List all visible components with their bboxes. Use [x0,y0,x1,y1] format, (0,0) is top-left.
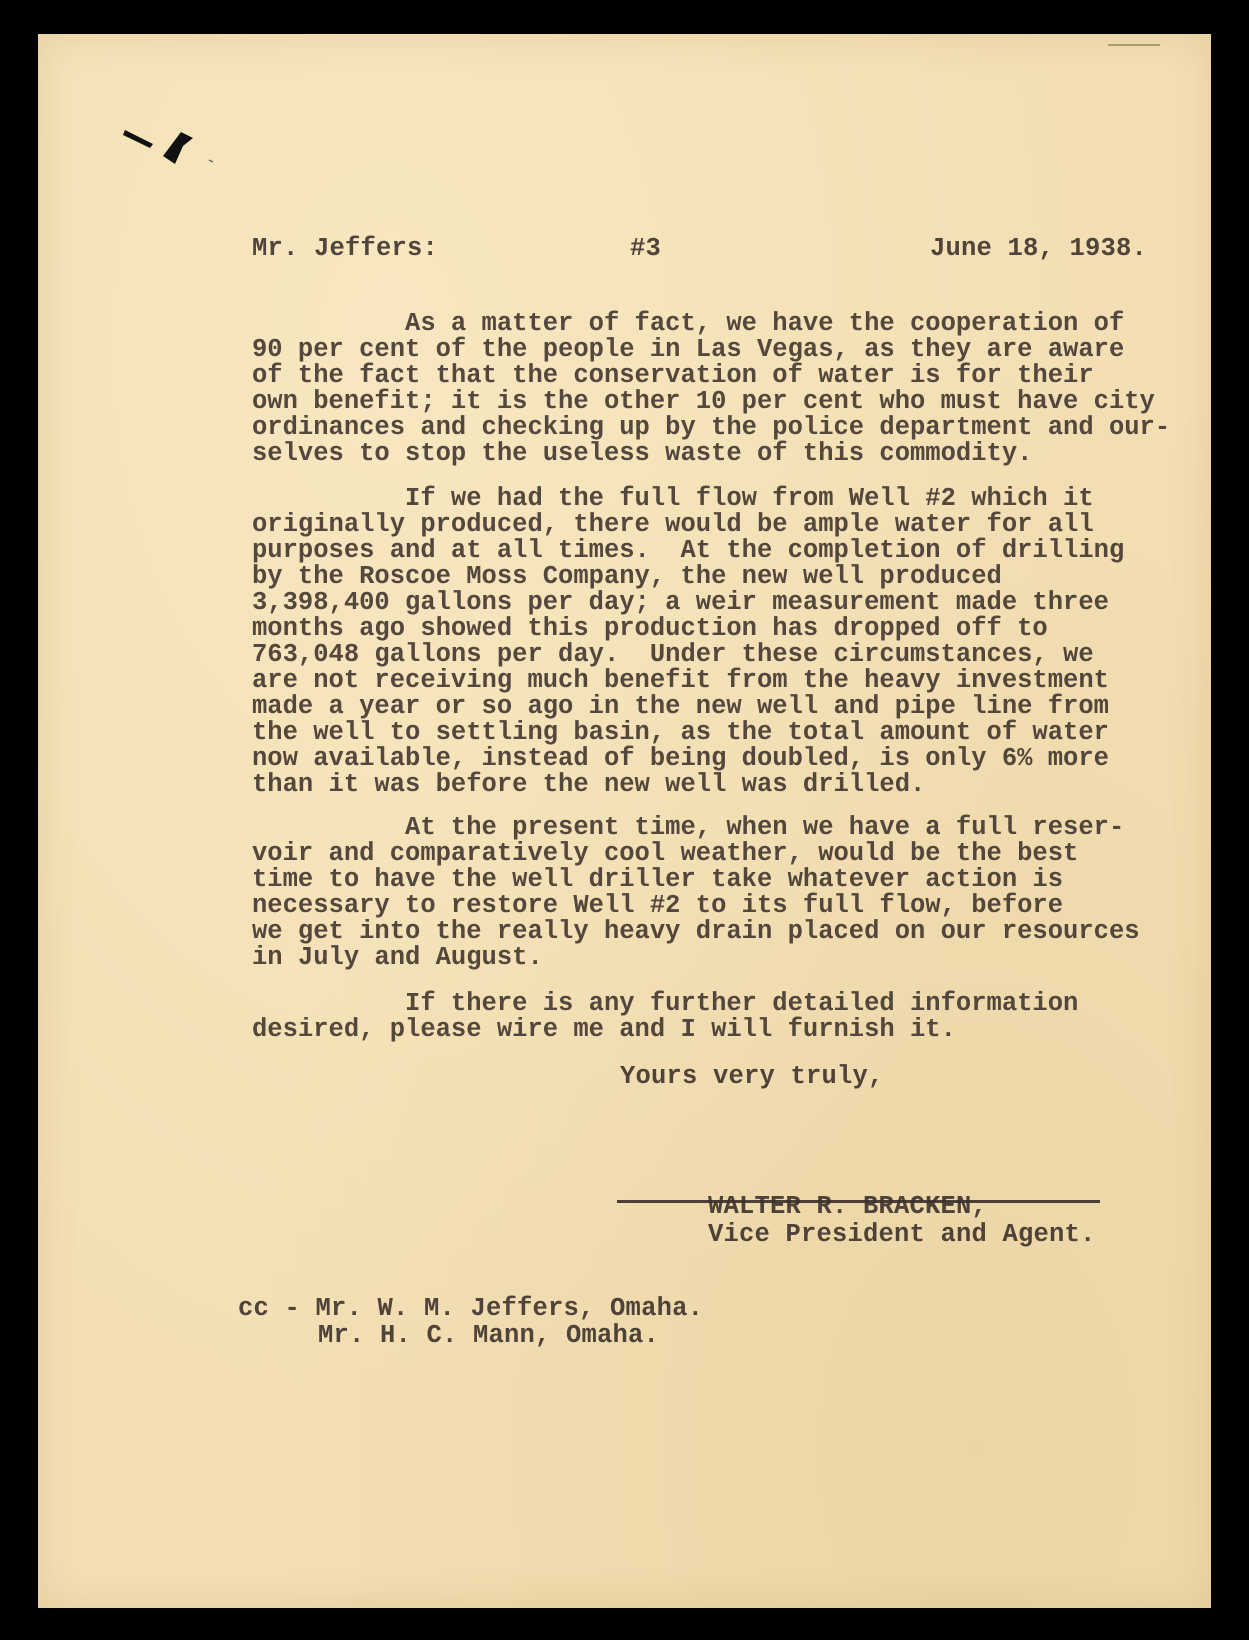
page-number: #3 [630,234,662,263]
closing-salutation: Yours very truly, [620,1062,884,1091]
corner-pencil-mark [123,126,233,176]
text-line: If there is any further detailed information [252,989,1079,1018]
edge-mark [1108,44,1160,46]
text-line: 90 per cent of the people in Las Vegas, as they are aware [252,335,1125,364]
signer-title: Vice President and Agent. [708,1220,1096,1249]
text-line: by the Roscoe Moss Company, the new well produced [252,562,1002,591]
text-line: If we had the full flow from Well #2 which it [252,484,1094,513]
paragraph-3 [252,815,1152,971]
text-line: 763,048 gallons per day. Under these circumstances, we [252,640,1094,669]
text-line: in July and August. [252,943,543,972]
text-line: than it was before the new well was drilled. [252,770,926,799]
text-line: purposes and at all times. At the completion of drilling [252,536,1125,565]
text-line: made a year or so ago in the new well and pipe line from [252,692,1109,721]
paragraph-1 [252,309,1171,468]
text-line: are not receiving much benefit from the heavy investment [252,666,1109,695]
text-line: selves to stop the useless waste of this commodity. [252,439,1033,468]
cc-line-1: cc - Mr. W. M. Jeffers, Omaha. [238,1294,704,1323]
addressee-line: Mr. Jeffers: [252,234,439,263]
letter-date: June 18, 1938. [930,234,1148,263]
text-line: At the present time, when we have a full reser- [252,813,1125,842]
text-line: originally produced, there would be ample water for all [252,510,1094,539]
text-line: necessary to restore Well #2 to its full flow, before [252,891,1064,920]
text-line: the well to settling basin, as the total amount of water [252,718,1109,747]
text-line: now available, instead of being doubled, is only 6% more [252,744,1109,773]
text-line: ordinances and checking up by the police department and our- [252,413,1171,442]
text-line: own benefit; it is the other 10 per cent who must have city [252,387,1155,416]
text-line: time to have the well driller take whatever action is [252,865,1064,894]
paragraph-4 [252,991,1152,1043]
text-line: desired, please wire me and I will furnish it. [252,1015,956,1044]
text-line: As a matter of fact, we have the cooperation of [252,309,1125,338]
cc-line-2: Mr. H. C. Mann, Omaha. [318,1321,660,1350]
text-line: months ago showed this production has dropped off to [252,614,1048,643]
text-line: we get into the really heavy drain placed on our resources [252,917,1140,946]
paragraph-2 [252,486,1152,798]
signer-name: WALTER R. BRACKEN, [708,1192,988,1221]
text-line: voir and comparatively cool weather, would be the best [252,839,1079,868]
text-line: of the fact that the conservation of water is for their [252,361,1094,390]
text-line: 3,398,400 gallons per day; a weir measurement made three [252,588,1109,617]
